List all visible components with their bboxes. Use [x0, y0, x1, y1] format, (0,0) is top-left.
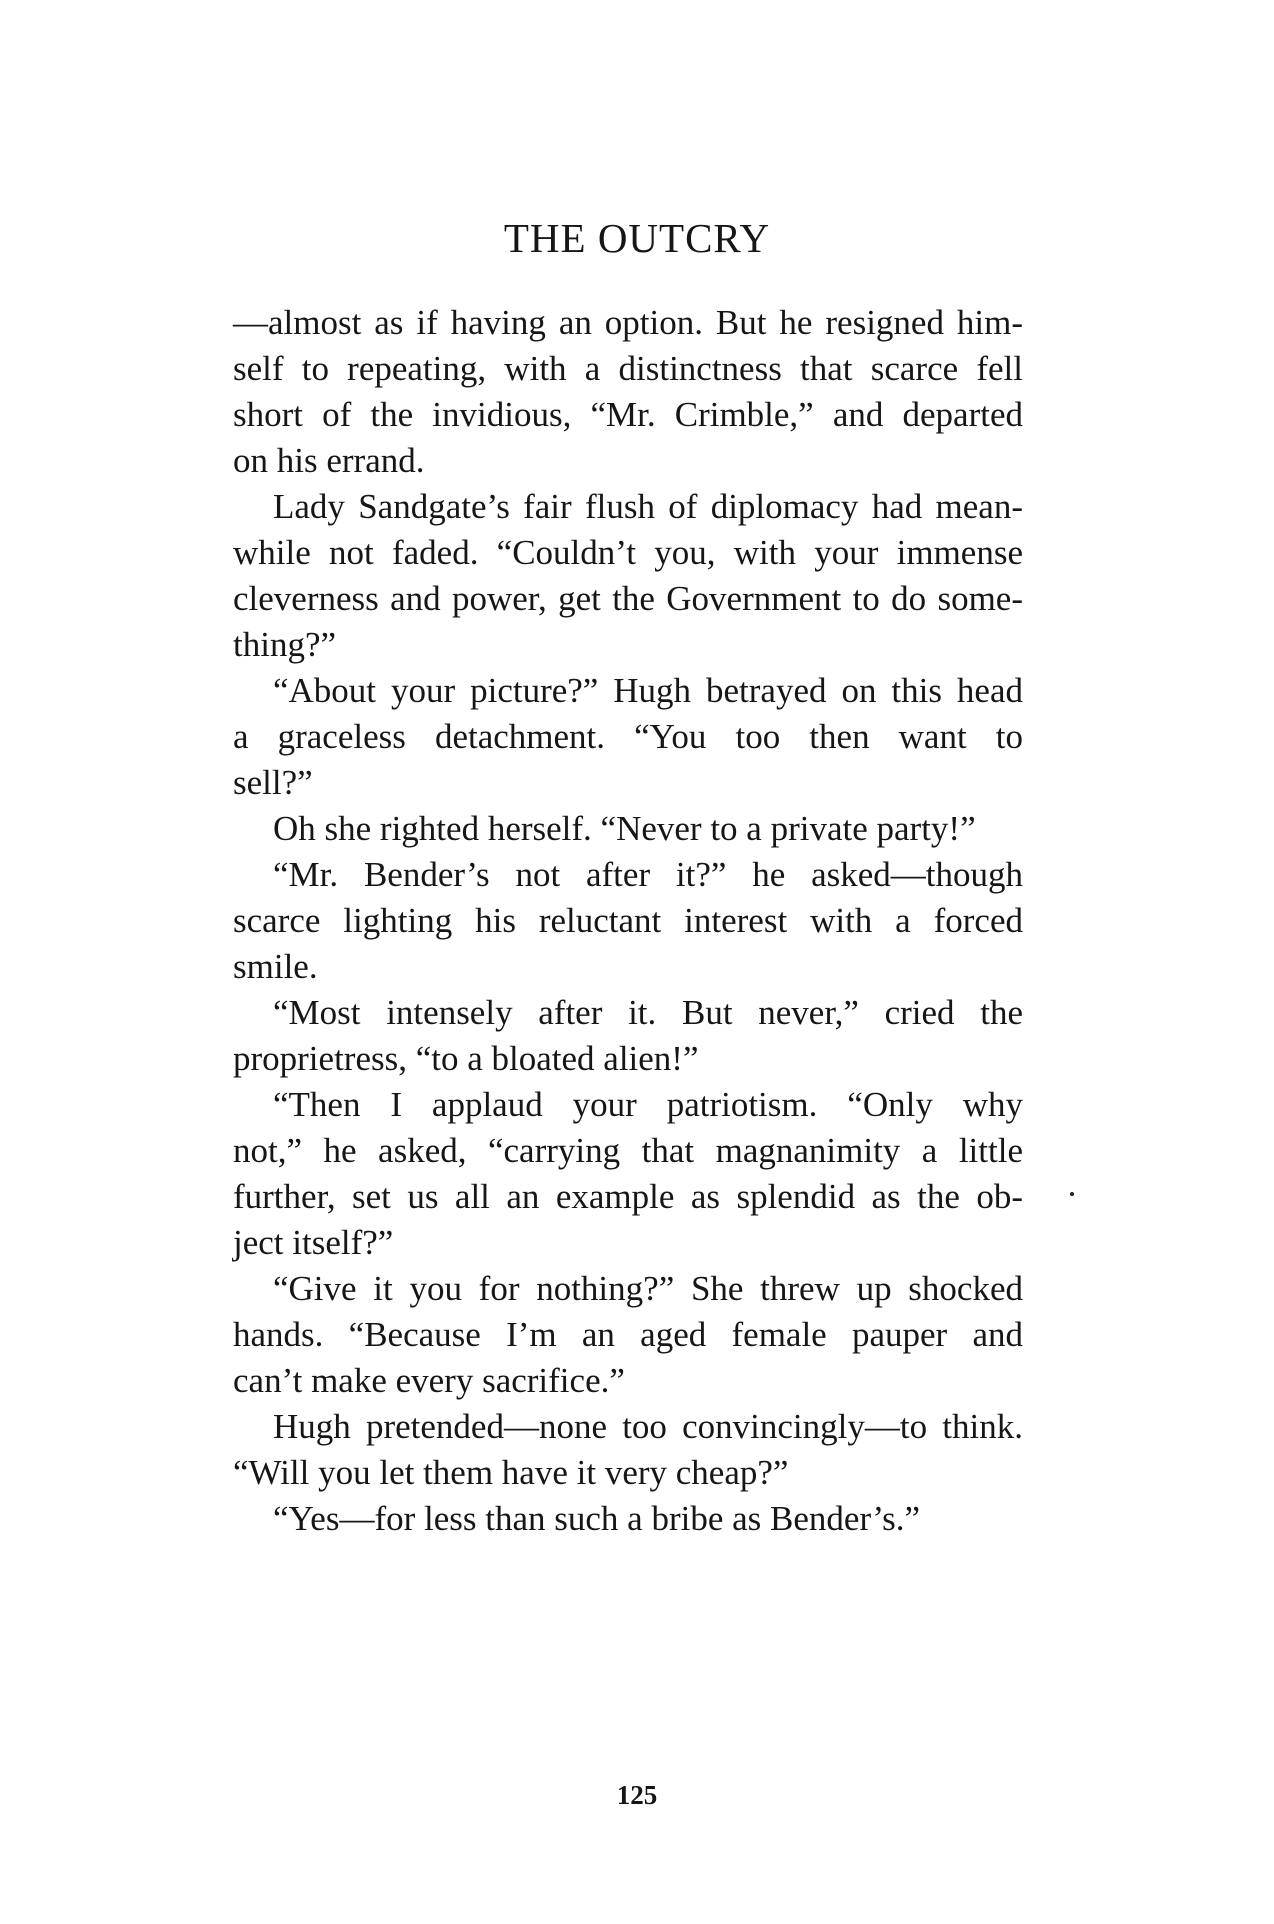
text-line: on his errand.	[233, 441, 425, 480]
text-line: proprietress, “to a bloated alien!”	[233, 1039, 699, 1078]
text-line: “Yes—for less than such a bribe as Bender’s.”	[273, 1499, 921, 1538]
text-line: —almost as if having an option. But he resigned him-	[233, 303, 1023, 342]
text-line: thing?”	[233, 625, 337, 664]
text-line: smile.	[233, 947, 318, 986]
running-head: THE OUTCRY	[503, 215, 771, 261]
text-line: scarce lighting his reluctant interest with a forced	[233, 901, 1023, 940]
text-line: self to repeating, with a distinctness that scarce fell	[233, 349, 1023, 388]
text-line: a graceless detachment. “You too then want to	[233, 717, 1023, 756]
text-line: while not faded. “Couldn’t you, with your immense	[233, 533, 1023, 572]
text-line: Hugh pretended—none too convincingly—to think.	[273, 1407, 1023, 1446]
text-line: further, set us all an example as splendid as the ob-	[233, 1177, 1023, 1216]
text-line: short of the invidious, “Mr. Crimble,” and departed	[233, 395, 1023, 434]
text-line: not,” he asked, “carrying that magnanimity a little	[233, 1131, 1023, 1170]
text-line: “Mr. Bender’s not after it?” he asked—though	[273, 855, 1023, 894]
text-line: can’t make every sacrifice.”	[233, 1361, 625, 1400]
text-line: Lady Sandgate’s fair flush of diplomacy had mean-	[273, 487, 1023, 526]
text-line: “Give it you for nothing?” She threw up shocked	[273, 1269, 1023, 1308]
text-line: “Will you let them have it very cheap?”	[233, 1453, 789, 1492]
body-text	[233, 300, 1023, 1542]
text-line: “Then I applaud your patriotism. “Only why	[273, 1085, 1023, 1124]
text-line: Oh she righted herself. “Never to a private party!”	[273, 809, 976, 848]
text-line: “About your picture?” Hugh betrayed on this head	[273, 671, 1023, 710]
text-line: hands. “Because I’m an aged female pauper and	[233, 1315, 1023, 1354]
text-line: sell?”	[233, 763, 313, 802]
page-number: 125	[616, 1780, 658, 1810]
text-line: ject itself?”	[233, 1223, 394, 1262]
text-line: cleverness and power, get the Government to do some-	[233, 579, 1023, 618]
print-speck	[1070, 1192, 1074, 1196]
text-line: “Most intensely after it. But never,” cried the	[273, 993, 1023, 1032]
